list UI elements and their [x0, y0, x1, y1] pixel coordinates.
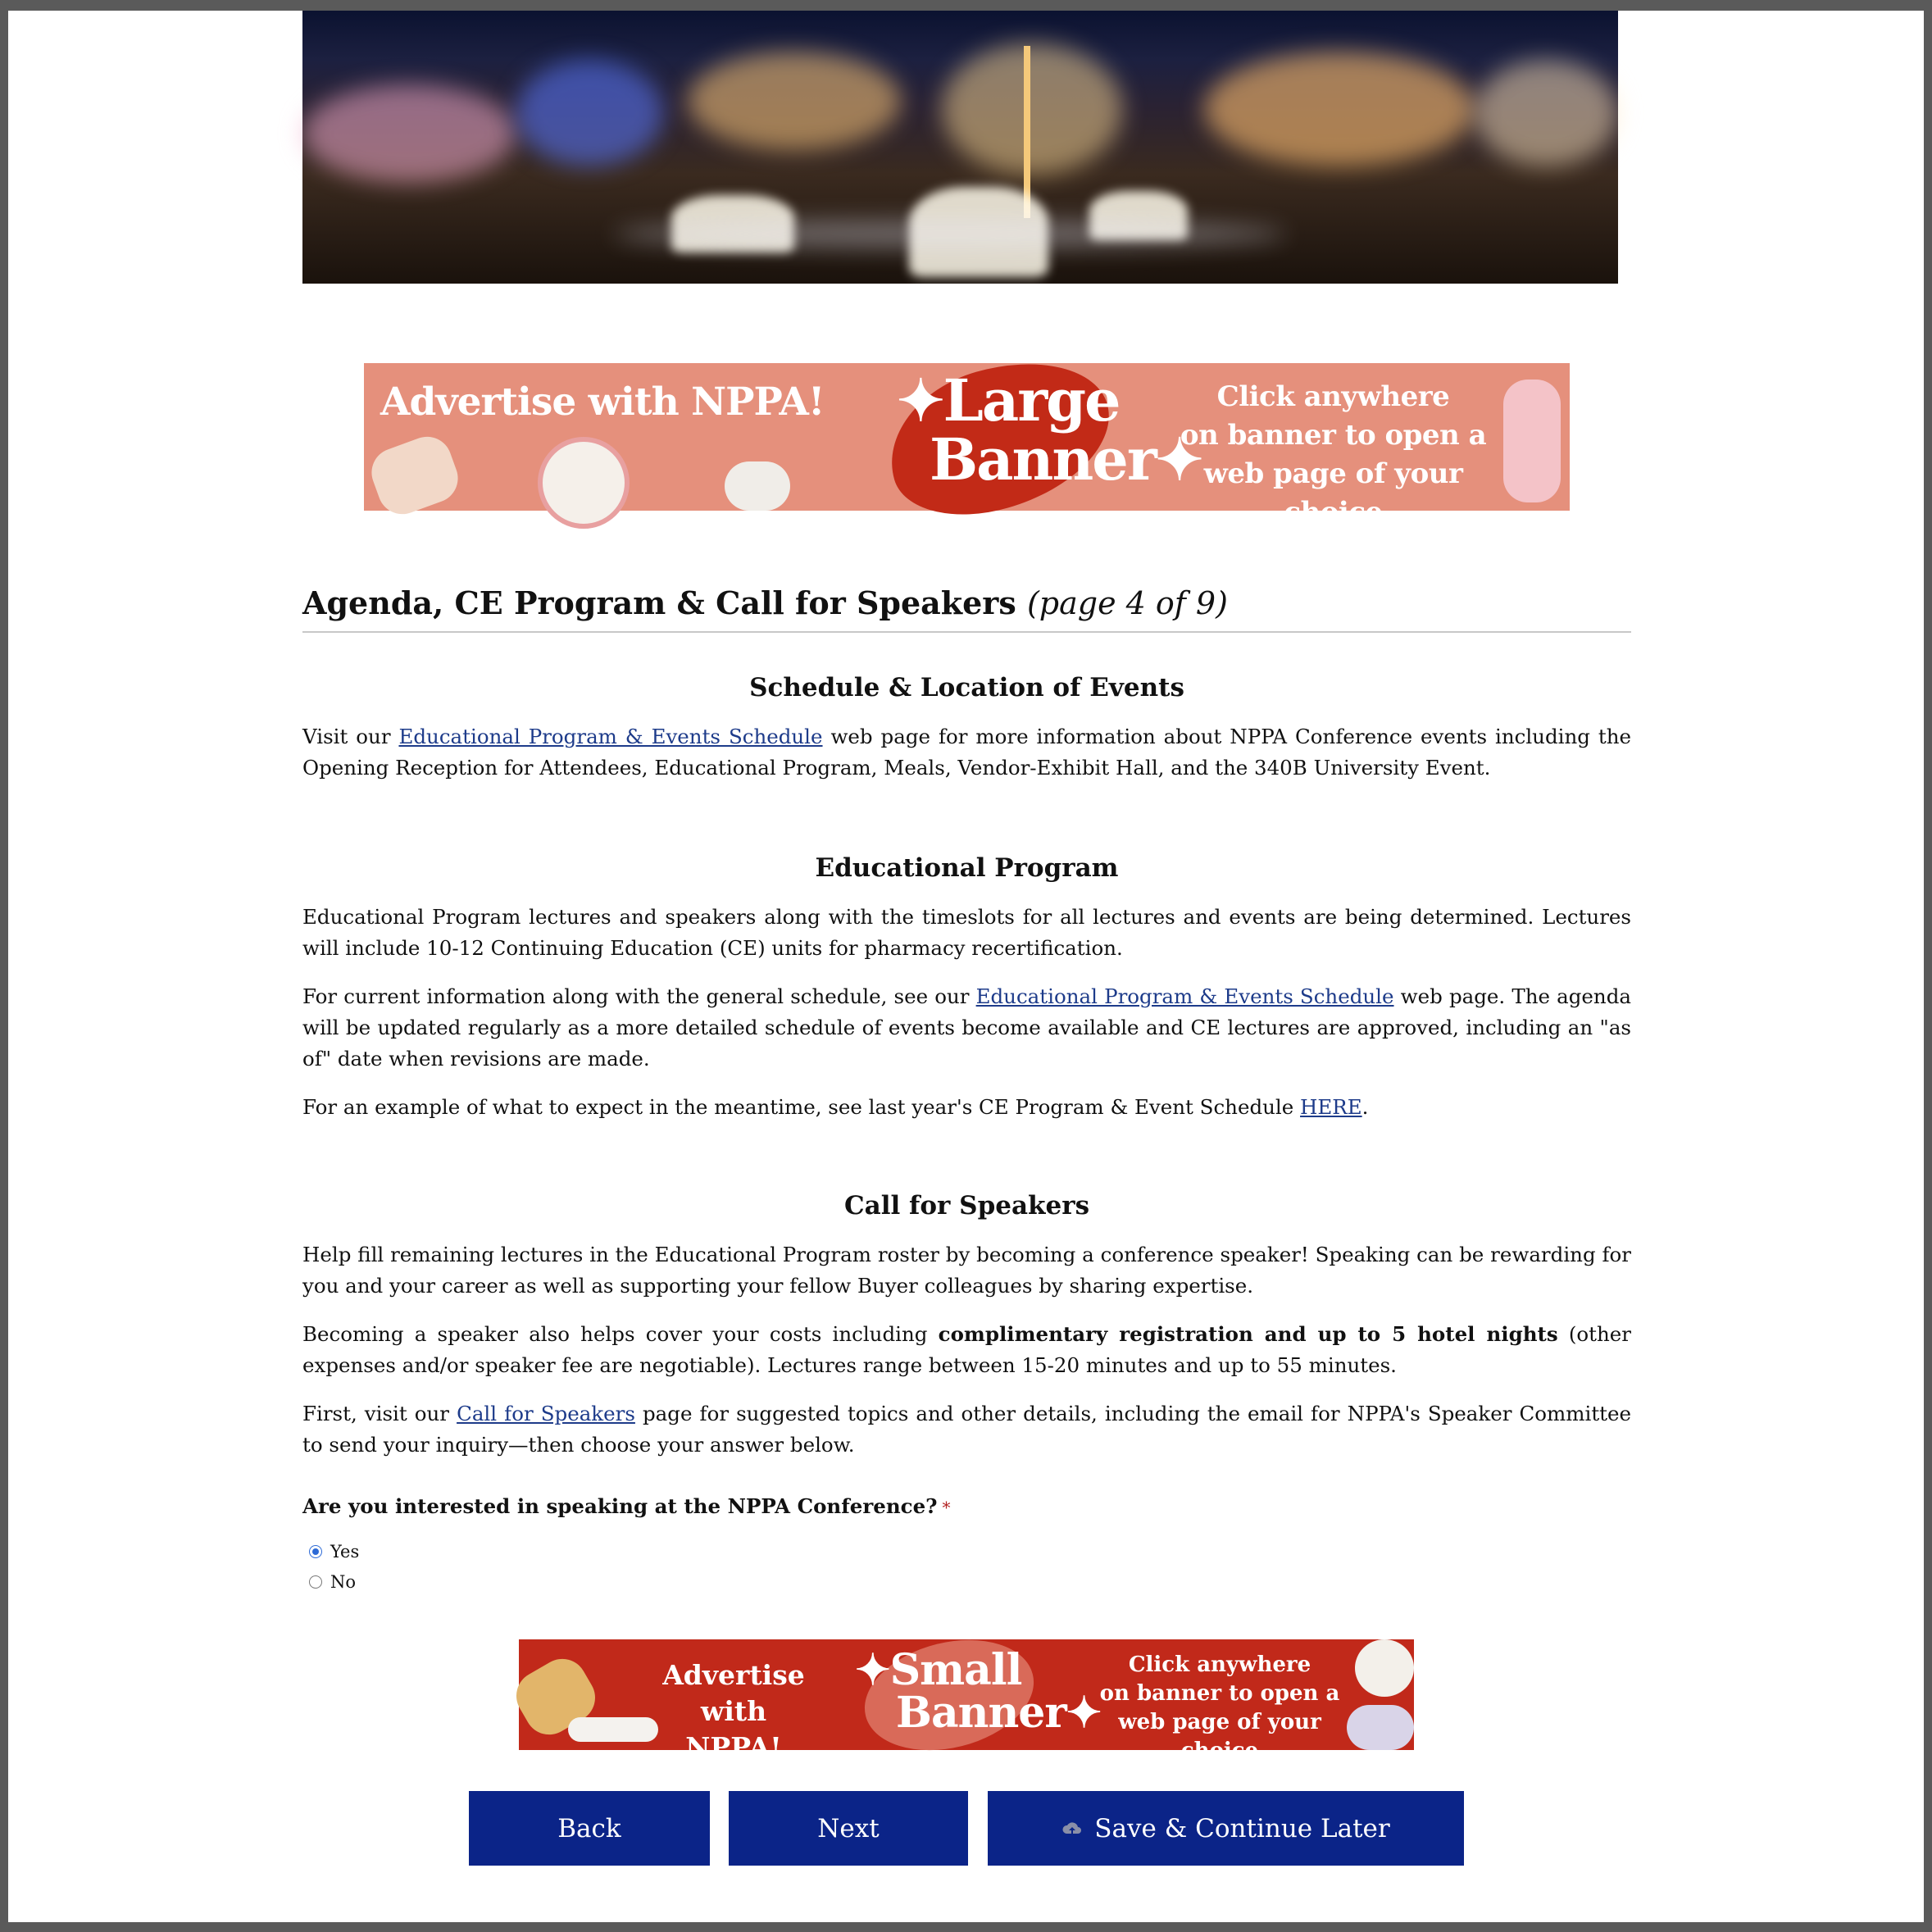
- speaking-interest-question: Are you interested in speaking at the NPPA Conference? *: [302, 1494, 951, 1518]
- next-button[interactable]: Next: [729, 1791, 968, 1866]
- education-paragraph-1: Educational Program lectures and speakers along with the timeslots for all lectures and events are being determined. Lectures will include 10-12 Continuing Education (CE) units for pharmacy recertification.: [302, 905, 1631, 960]
- events-schedule-link[interactable]: Educational Program & Events Schedule: [398, 725, 823, 748]
- large-ad-banner[interactable]: [364, 363, 1570, 529]
- speakers-heading: Call for Speakers: [843, 1191, 1090, 1221]
- radio-option-no[interactable]: No: [309, 1572, 356, 1592]
- large-banner-right-text: Click anywhere on banner to open a web page of your choice: [1180, 380, 1487, 529]
- large-banner-left-text: Advertise with NPPA!: [380, 380, 825, 425]
- events-schedule-link-2[interactable]: Educational Program & Events Schedule: [975, 984, 1394, 1008]
- call-for-speakers-link[interactable]: Call for Speakers: [457, 1402, 635, 1425]
- radio-option-yes[interactable]: Yes: [309, 1542, 359, 1562]
- large-banner-title: ✦Large Banner✦: [897, 366, 1202, 493]
- schedule-paragraph: Visit our Educational Program & Events Schedule web page for more information about NPPA Conference events including the Opening Reception for Attendees, Educational Program, Meals, Vendor-Exhibit Hall, and the 340B University Event.: [302, 725, 1631, 780]
- page-indicator: (page 4 of 9): [1026, 585, 1228, 621]
- small-banner-left-text: Advertise with NPPA!: [662, 1659, 805, 1763]
- small-ad-banner[interactable]: [519, 1639, 1414, 1763]
- schedule-heading: Schedule & Location of Events: [749, 673, 1184, 702]
- small-banner-title: ✦Small Banner✦: [855, 1645, 1102, 1738]
- radio-no-button[interactable]: [309, 1575, 322, 1589]
- save-continue-later-button[interactable]: Save & Continue Later: [988, 1791, 1464, 1866]
- small-banner-right-text: Click anywhere on banner to open a web page of your choice: [1099, 1652, 1340, 1763]
- required-marker: *: [942, 1498, 951, 1517]
- education-paragraph-3: For an example of what to expect in the meantime, see last year's CE Program & Event Schedule HERE.: [302, 1095, 1369, 1119]
- form-page: [8, 11, 1924, 1922]
- last-year-schedule-link[interactable]: HERE: [1300, 1095, 1362, 1119]
- hero-image: [302, 11, 1618, 284]
- education-paragraph-2: For current information along with the general schedule, see our Educational Program & Events Schedule web page. The agenda will be updated regularly as a more detailed schedule of events become available and CE lectures are approved, including an "as of" date when revisions are made.: [302, 984, 1631, 1071]
- speakers-paragraph-2: Becoming a speaker also helps cover your costs including complimentary registration and up to 5 hotel nights (other expenses and/or speaker fee are negotiable). Lectures range between 15-20 minutes and up to 55 minutes.: [302, 1322, 1631, 1377]
- page-title: Agenda, CE Program & Call for Speakers (page 4 of 9): [302, 584, 1631, 633]
- speakers-paragraph-3: First, visit our Call for Speakers page for suggested topics and other details, including the email for NPPA's Speaker Committee to send your inquiry—then choose your answer below.: [302, 1402, 1632, 1457]
- back-button[interactable]: Back: [469, 1791, 710, 1866]
- speakers-paragraph-1: Help fill remaining lectures in the Educational Program roster by becoming a conference speaker! Speaking can be rewarding for you and your career as well as supporting your fellow Buyer colleagues by sharing expertise.: [302, 1243, 1631, 1298]
- radio-yes-button[interactable]: [309, 1545, 322, 1558]
- cloud-upload-icon: [1061, 1821, 1083, 1837]
- education-heading: Educational Program: [815, 853, 1119, 883]
